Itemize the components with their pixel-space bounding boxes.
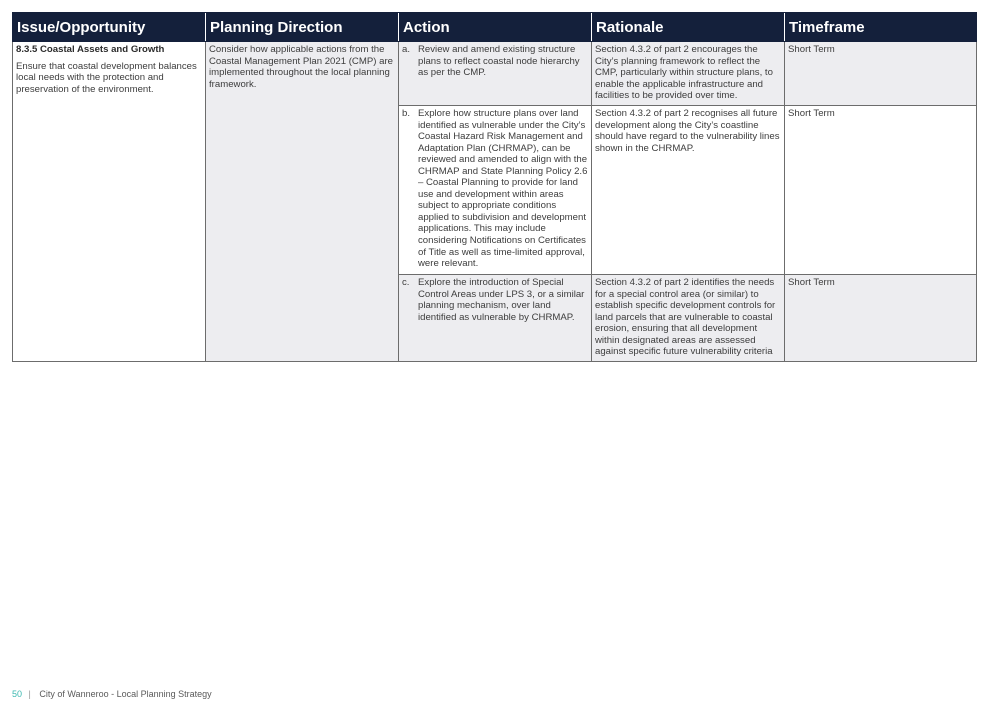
timeframe-cell <box>785 42 977 106</box>
page-number: 50 <box>12 689 23 699</box>
table-header-row <box>13 13 977 42</box>
action-text: Explore the introduction of Special Control Areas under LPS 3, or a similar planning mechanism, over land identified as vulnerable by CHRMAP. <box>418 277 585 323</box>
issue-title: 8.3.5 Coastal Assets and Growth <box>16 44 165 55</box>
footer-separator: | <box>28 689 31 699</box>
action-letter: b. <box>402 108 411 119</box>
planning-direction-text: Consider how applicable actions from the Coastal Management Plan 2021 (CMP) are implemented throughout the local planning framework. <box>209 44 393 90</box>
timeframe-text: Short Term <box>788 108 835 119</box>
action-cell <box>399 106 592 275</box>
action-letter: a. <box>402 44 411 55</box>
planning-actions-table <box>12 12 977 362</box>
rationale-cell <box>592 42 785 106</box>
action-letter: c. <box>402 277 410 288</box>
action-cell <box>399 275 592 362</box>
table-row <box>13 42 977 106</box>
rationale-text: Section 4.3.2 of part 2 identifies the needs for a special control area (or similar) to establish specific development controls for land parcels that are vulnerable to coastal erosion, ensuring that all development within designated areas are assessed against specific future vulnerability criteria <box>595 277 776 358</box>
issue-cell <box>13 42 206 362</box>
rationale-cell <box>592 106 785 275</box>
timeframe-text: Short Term <box>788 44 835 55</box>
rationale-text: Section 4.3.2 of part 2 recognises all future development along the City’s coastline should have regard to the vulnerability lines shown in the CHRMAP. <box>595 108 780 154</box>
header-rationale: Rationale <box>592 13 785 42</box>
header-planning-direction: Planning Direction <box>206 13 399 42</box>
rationale-text: Section 4.3.2 of part 2 encourages the City’s planning framework to reflect the CMP, particularly within structure plans, to enable the applicable infrastructure and facilities to be provided over time. <box>595 44 773 102</box>
header-action: Action <box>399 13 592 42</box>
planning-direction-cell <box>206 42 399 362</box>
rationale-cell <box>592 275 785 362</box>
action-cell <box>399 42 592 106</box>
timeframe-text: Short Term <box>788 277 835 288</box>
header-issue-opportunity: Issue/Opportunity <box>13 13 206 42</box>
document-title: City of Wanneroo - Local Planning Strategy <box>39 689 212 699</box>
timeframe-cell <box>785 106 977 275</box>
issue-description: Ensure that coastal development balances local needs with the protection and preservation of the environment. <box>16 60 197 95</box>
page-footer <box>12 689 212 700</box>
action-text: Review and amend existing structure plans to reflect coastal node hierarchy as per the CMP. <box>418 44 580 79</box>
header-timeframe: Timeframe <box>785 13 977 42</box>
action-text: Explore how structure plans over land identified as vulnerable under the City’s Coastal Hazard Risk Management and Adaptation Plan (CHRMAP), can be reviewed and amended to align with the CHRMAP and State Planning Policy 2.6 – Coastal Planning to provide for land use and development within areas subject to appropriate conditions applied to subdivision and development applications. This may include considering Notifications on Certificates of Title as well as time-limited approval, were relevant. <box>418 108 588 270</box>
timeframe-cell <box>785 275 977 362</box>
